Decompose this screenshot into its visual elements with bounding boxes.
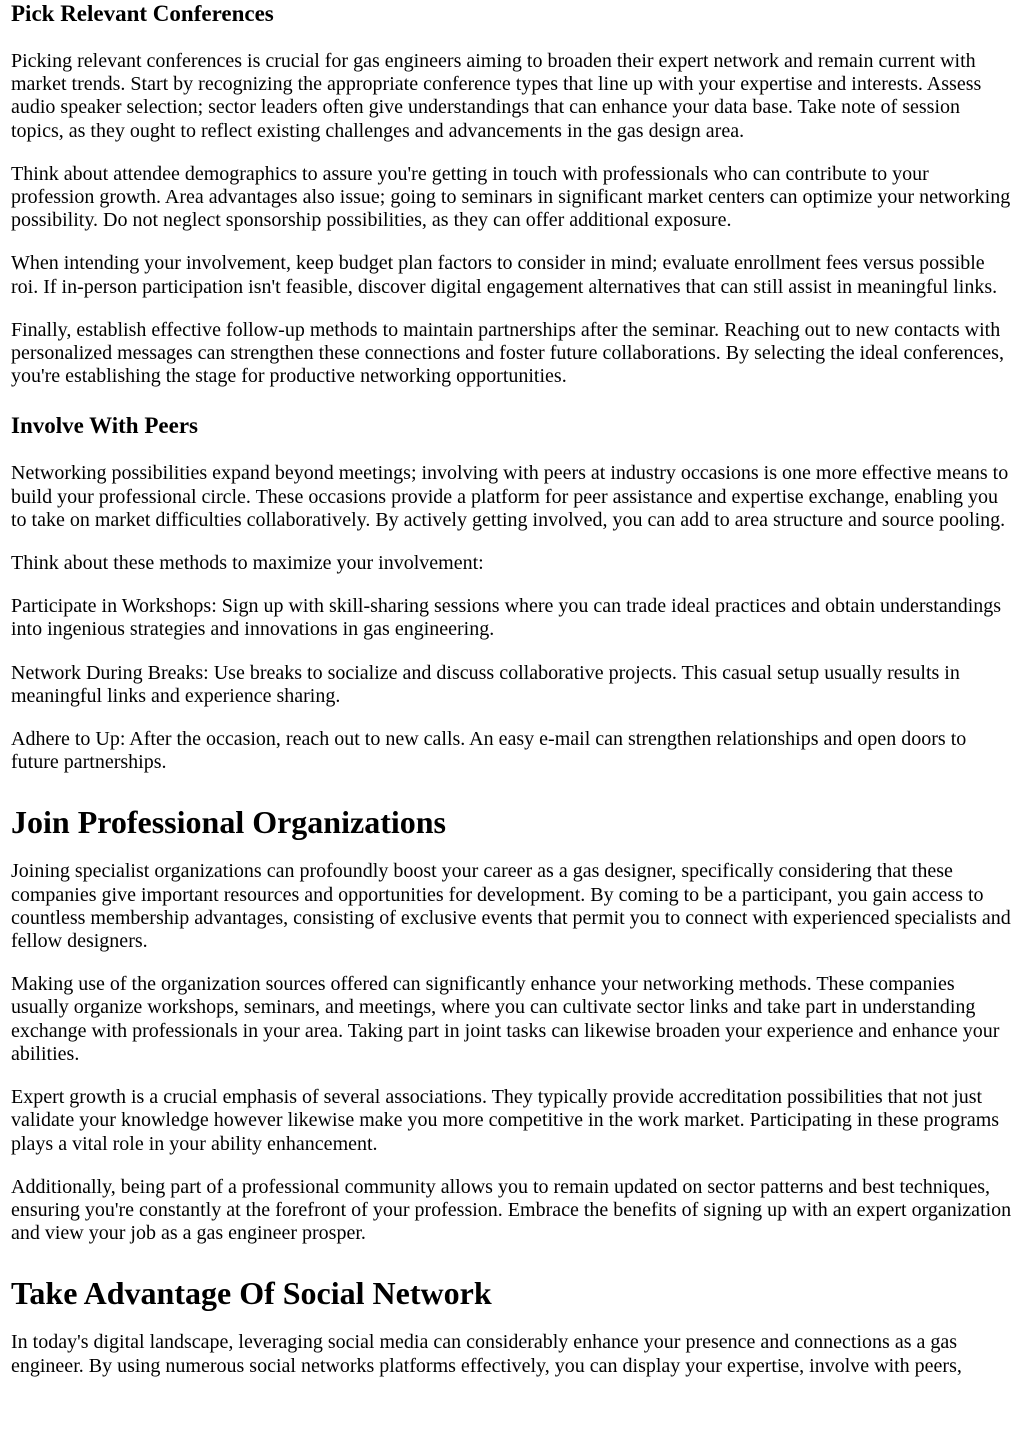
paragraph: Networking possibilities expand beyond meetings; involving with peers at industry occasions is one more effective means to build your professional circle. These occasions provide a platform for peer assistance and expertise exchange, enabling you to take on market difficulties collaboratively. By actively getting involved, you can add to area structure and source pooling.	[11, 462, 1009, 531]
section-heading: Join Professional Organizations	[11, 804, 446, 841]
paragraph: Think about attendee demographics to assure you're getting in touch with professionals who can contribute to your profession growth. Area advantages also issue; going to seminars in significant market centers can optimize your networking possibility. Do not neglect sponsorship possibilities, as they can offer additional exposure.	[11, 162, 1011, 232]
paragraph: Making use of the organization sources offered can significantly enhance your networking methods. These companies usually organize workshops, seminars, and meetings, where you can cultivate sector links and take part in understanding exchange with professionals in your area. Taking part in joint tasks can likewise broaden your experience and enhance your abilities.	[11, 973, 1000, 1065]
paragraph: Picking relevant conferences is crucial for gas engineers aiming to broaden their expert network and remain current with market trends. Start by recognizing the appropriate conference types that line up with your expertise and interests. Assess audio speaker selection; sector leaders often give understandings that can enhance your data base. Take note of session topics, as they ought to reflect existing challenges and advancements in the gas design area.	[11, 50, 982, 142]
section-take-advantage-of-social-network	[11, 1275, 1016, 1377]
paragraph: Additionally, being part of a professional community allows you to remain updated on sector patterns and best techniques, ensuring you're constantly at the forefront of your profession. Embrace the benefits of signing up with an expert organization and view your job as a gas engineer prosper.	[11, 1175, 1012, 1245]
paragraph: Joining specialist organizations can profoundly boost your career as a gas designer, specifically considering that these companies give important resources and opportunities for development. By coming to be a participant, you gain access to countless membership advantages, consisting of exclusive events that permit you to connect with experienced specialists and fellow designers.	[11, 860, 1011, 953]
section-heading: Take Advantage Of Social Network	[11, 1275, 492, 1312]
paragraph: Finally, establish effective follow-up methods to maintain partnerships after the seminar. Reaching out to new contacts with personalized messages can strengthen these connections and foster future collaborations. By selecting the ideal conferences, you're establishing the stage for productive networking opportunities.	[11, 318, 1004, 388]
section-heading: Involve With Peers	[11, 413, 198, 439]
section-pick-relevant-conferences	[11, 0, 1016, 388]
paragraph: Adhere to Up: After the occasion, reach out to new calls. An easy e-mail can strengthen relationships and open doors to future partnerships.	[11, 728, 967, 774]
article	[11, 0, 1016, 1378]
paragraph: Think about these methods to maximize your involvement:	[11, 552, 484, 575]
section-heading: Pick Relevant Conferences	[11, 1, 274, 26]
paragraph: Expert growth is a crucial emphasis of several associations. They typically provide accreditation possibilities that not just validate your knowledge however likewise make you more competitive in the work market. Participating in these programs plays a vital role in your ability enhancement.	[11, 1086, 1000, 1155]
paragraph: Participate in Workshops: Sign up with skill-sharing sessions where you can trade ideal practices and obtain understandings into ingenious strategies and innovations in gas engineering.	[11, 595, 1002, 641]
section-involve-with-peers	[11, 412, 1016, 774]
paragraph: When intending your involvement, keep budget plan factors to consider in mind; evaluate enrollment fees versus possible roi. If in-person participation isn't feasible, discover digital engagement alternatives that can still assist in meaningful links.	[11, 252, 998, 298]
paragraph: Network During Breaks: Use breaks to socialize and discuss collaborative projects. This casual setup usually results in meaningful links and experience sharing.	[11, 661, 960, 707]
section-join-professional-organizations	[11, 804, 1016, 1245]
paragraph: In today's digital landscape, leveraging social media can considerably enhance your presence and connections as a gas engineer. By using numerous social networks platforms effectively, you can display your expertise, involve with peers,	[11, 1331, 962, 1377]
